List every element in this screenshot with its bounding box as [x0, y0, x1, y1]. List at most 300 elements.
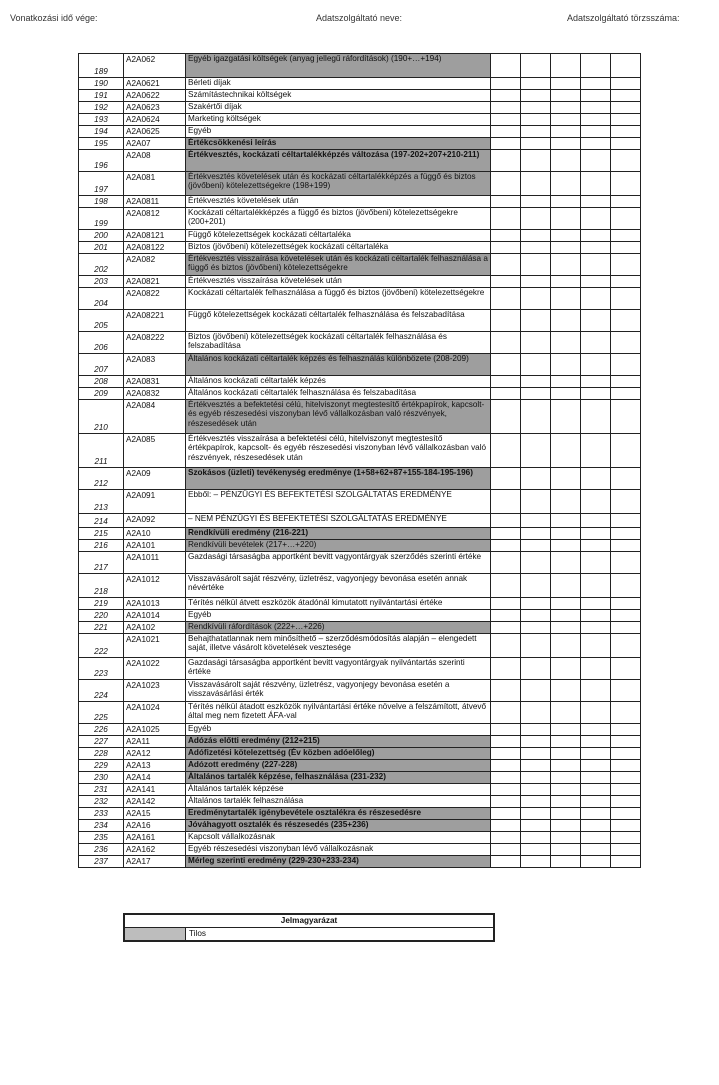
value-cell[interactable] [581, 796, 611, 808]
row-number: 228 [79, 748, 124, 760]
value-cell[interactable] [551, 388, 581, 400]
table-row [79, 468, 641, 490]
value-cell[interactable] [551, 354, 581, 376]
value-cell[interactable] [611, 598, 641, 610]
value-cell[interactable] [611, 208, 641, 230]
value-cell[interactable] [521, 622, 551, 634]
value-cell[interactable] [491, 354, 521, 376]
value-cell[interactable] [611, 702, 641, 724]
value-cell[interactable] [611, 388, 641, 400]
value-cell[interactable] [611, 610, 641, 622]
value-cell[interactable] [551, 658, 581, 680]
value-cell[interactable] [611, 736, 641, 748]
value-cell[interactable] [581, 748, 611, 760]
value-cell[interactable] [551, 230, 581, 242]
value-cell[interactable] [551, 574, 581, 598]
value-cell[interactable] [521, 820, 551, 832]
value-cell[interactable] [581, 680, 611, 702]
row-description: Térítés nélkül átadott eszközök nyilvántartási értéke növelve a felszámított, átvevő által meg nem fizetett ÁFA-val [186, 702, 491, 724]
value-cell[interactable] [521, 490, 551, 514]
row-description: Egyéb részesedési viszonyban lévő vállalkozásnak [186, 844, 491, 856]
value-cell[interactable] [551, 54, 581, 78]
value-cell[interactable] [581, 856, 611, 868]
row-description: Szokásos (üzleti) tevékenység eredménye (1+58+62+87+155-184-195-196) [186, 468, 491, 490]
value-cell[interactable] [491, 748, 521, 760]
value-cell[interactable] [611, 748, 641, 760]
value-cell[interactable] [521, 208, 551, 230]
value-cell[interactable] [521, 388, 551, 400]
value-cell[interactable] [491, 634, 521, 658]
value-cell[interactable] [611, 332, 641, 354]
value-cell[interactable] [551, 724, 581, 736]
value-cell[interactable] [581, 196, 611, 208]
value-cell[interactable] [581, 230, 611, 242]
value-cell[interactable] [521, 310, 551, 332]
value-cell[interactable] [521, 254, 551, 276]
value-cell[interactable] [521, 288, 551, 310]
value-cell[interactable] [491, 772, 521, 784]
value-cell[interactable] [581, 574, 611, 598]
value-cell[interactable] [521, 78, 551, 90]
row-description: Rendkívüli ráfordítások (222+…+226) [186, 622, 491, 634]
value-cell[interactable] [491, 856, 521, 868]
value-cell[interactable] [521, 172, 551, 196]
value-cell[interactable] [491, 468, 521, 490]
value-cell[interactable] [521, 808, 551, 820]
row-number: 229 [79, 760, 124, 772]
value-cell[interactable] [611, 276, 641, 288]
value-cell[interactable] [551, 78, 581, 90]
value-cell[interactable] [521, 230, 551, 242]
value-cell[interactable] [491, 736, 521, 748]
value-cell[interactable] [611, 468, 641, 490]
value-cell[interactable] [521, 332, 551, 354]
value-cell[interactable] [551, 254, 581, 276]
value-cell[interactable] [611, 354, 641, 376]
value-cell[interactable] [611, 832, 641, 844]
value-cell[interactable] [521, 796, 551, 808]
value-cell[interactable] [491, 242, 521, 254]
value-cell[interactable] [581, 242, 611, 254]
value-cell[interactable] [581, 138, 611, 150]
value-cell[interactable] [521, 610, 551, 622]
value-cell[interactable] [581, 724, 611, 736]
value-cell[interactable] [551, 808, 581, 820]
value-cell[interactable] [521, 760, 551, 772]
row-code: A2A102 [124, 622, 186, 634]
value-cell[interactable] [521, 434, 551, 468]
value-cell[interactable] [551, 90, 581, 102]
value-cell[interactable] [581, 114, 611, 126]
value-cell[interactable] [581, 634, 611, 658]
value-cell[interactable] [491, 196, 521, 208]
value-cell[interactable] [491, 784, 521, 796]
value-cell[interactable] [521, 832, 551, 844]
row-code: A2A08122 [124, 242, 186, 254]
row-description: Térítés nélkül átvett eszközök átadónál kimutatott nyilvántartási értéke [186, 598, 491, 610]
value-cell[interactable] [581, 808, 611, 820]
value-cell[interactable] [611, 808, 641, 820]
row-code: A2A0624 [124, 114, 186, 126]
value-cell[interactable] [491, 376, 521, 388]
value-cell[interactable] [611, 254, 641, 276]
value-cell[interactable] [491, 78, 521, 90]
value-cell[interactable] [611, 622, 641, 634]
value-cell[interactable] [491, 276, 521, 288]
value-cell[interactable] [611, 54, 641, 78]
row-description: Behajthatatlannak nem minősíthető – szerződésmódosítás alapján – elengedett saját, illetve vásárolt követelések vesztesége [186, 634, 491, 658]
row-description: Biztos (jövőbeni) kötelezettségek kockázati céltartalék felhasználása és felszabadítása [186, 332, 491, 354]
row-number: 214 [79, 514, 124, 528]
value-cell[interactable] [491, 540, 521, 552]
legend-row-forbidden [125, 928, 493, 940]
value-cell[interactable] [521, 680, 551, 702]
value-cell[interactable] [521, 724, 551, 736]
value-cell[interactable] [521, 138, 551, 150]
value-cell[interactable] [521, 376, 551, 388]
value-cell[interactable] [581, 610, 611, 622]
row-code: A2A0832 [124, 388, 186, 400]
table-row [79, 242, 641, 254]
value-cell[interactable] [521, 514, 551, 528]
value-cell[interactable] [581, 90, 611, 102]
value-cell[interactable] [551, 376, 581, 388]
value-cell[interactable] [491, 150, 521, 172]
value-cell[interactable] [521, 528, 551, 540]
value-cell[interactable] [581, 468, 611, 490]
value-cell[interactable] [491, 808, 521, 820]
value-cell[interactable] [491, 796, 521, 808]
value-cell[interactable] [491, 598, 521, 610]
value-cell[interactable] [521, 54, 551, 78]
value-cell[interactable] [551, 468, 581, 490]
value-cell[interactable] [611, 150, 641, 172]
row-code: A2A1025 [124, 724, 186, 736]
row-number: 203 [79, 276, 124, 288]
value-cell[interactable] [491, 680, 521, 702]
value-cell[interactable] [611, 288, 641, 310]
value-cell[interactable] [581, 772, 611, 784]
value-cell[interactable] [551, 514, 581, 528]
row-code: A2A08221 [124, 310, 186, 332]
row-description: Függő kötelezettségek kockázati céltartalék felhasználása és felszabadítása [186, 310, 491, 332]
value-cell[interactable] [491, 820, 521, 832]
row-number: 199 [79, 208, 124, 230]
value-cell[interactable] [491, 844, 521, 856]
value-cell[interactable] [521, 574, 551, 598]
value-cell[interactable] [611, 820, 641, 832]
row-code: A2A15 [124, 808, 186, 820]
value-cell[interactable] [611, 78, 641, 90]
value-cell[interactable] [581, 254, 611, 276]
value-cell[interactable] [521, 748, 551, 760]
value-cell[interactable] [551, 552, 581, 574]
value-cell[interactable] [491, 388, 521, 400]
value-cell[interactable] [521, 856, 551, 868]
value-cell[interactable] [491, 254, 521, 276]
value-cell[interactable] [521, 658, 551, 680]
value-cell[interactable] [581, 540, 611, 552]
value-cell[interactable] [581, 528, 611, 540]
value-cell[interactable] [491, 332, 521, 354]
value-cell[interactable] [491, 126, 521, 138]
value-cell[interactable] [581, 514, 611, 528]
value-cell[interactable] [611, 574, 641, 598]
value-cell[interactable] [521, 354, 551, 376]
row-code: A2A13 [124, 760, 186, 772]
value-cell[interactable] [551, 736, 581, 748]
value-cell[interactable] [581, 702, 611, 724]
value-cell[interactable] [611, 138, 641, 150]
value-cell[interactable] [551, 288, 581, 310]
value-cell[interactable] [611, 90, 641, 102]
value-cell[interactable] [611, 528, 641, 540]
value-cell[interactable] [491, 552, 521, 574]
value-cell[interactable] [611, 552, 641, 574]
value-cell[interactable] [551, 332, 581, 354]
row-description: Marketing költségek [186, 114, 491, 126]
value-cell[interactable] [491, 90, 521, 102]
value-cell[interactable] [581, 844, 611, 856]
value-cell[interactable] [551, 796, 581, 808]
value-cell[interactable] [551, 540, 581, 552]
value-cell[interactable] [611, 126, 641, 138]
value-cell[interactable] [521, 772, 551, 784]
row-number: 222 [79, 634, 124, 658]
forbidden-label: Tilos [189, 929, 206, 938]
value-cell[interactable] [611, 230, 641, 242]
value-cell[interactable] [611, 772, 641, 784]
value-cell[interactable] [611, 658, 641, 680]
value-cell[interactable] [491, 434, 521, 468]
value-cell[interactable] [611, 376, 641, 388]
row-description: Értékvesztés a befektetési célú, hitelviszonyt megtestesítő értékpapírok, kapcsolt- és egyéb részesedési viszonyban lévő vállalkozásban való részvények, részesedések után [186, 400, 491, 434]
table-row [79, 610, 641, 622]
value-cell[interactable] [551, 196, 581, 208]
value-cell[interactable] [491, 114, 521, 126]
value-cell[interactable] [551, 634, 581, 658]
value-cell[interactable] [521, 400, 551, 434]
value-cell[interactable] [521, 552, 551, 574]
value-cell[interactable] [581, 832, 611, 844]
value-cell[interactable] [491, 528, 521, 540]
value-cell[interactable] [581, 598, 611, 610]
value-cell[interactable] [581, 388, 611, 400]
row-description: Értékvesztés követelések után és kockázati céltartalékképzés a függő és biztos (jövőbeni) kötelezettségekre (198+199) [186, 172, 491, 196]
value-cell[interactable] [551, 748, 581, 760]
row-description: Kapcsolt vállalkozásnak [186, 832, 491, 844]
value-cell[interactable] [491, 400, 521, 434]
value-cell[interactable] [611, 514, 641, 528]
value-cell[interactable] [551, 242, 581, 254]
value-cell[interactable] [611, 680, 641, 702]
value-cell[interactable] [551, 622, 581, 634]
value-cell[interactable] [521, 702, 551, 724]
row-number: 233 [79, 808, 124, 820]
value-cell[interactable] [491, 658, 521, 680]
value-cell[interactable] [521, 242, 551, 254]
value-cell[interactable] [611, 114, 641, 126]
value-cell[interactable] [551, 832, 581, 844]
value-cell[interactable] [551, 400, 581, 434]
row-number: 200 [79, 230, 124, 242]
table-row [79, 276, 641, 288]
value-cell[interactable] [521, 634, 551, 658]
provider-id-label: Adatszolgáltató törzsszáma: [567, 13, 680, 23]
value-cell[interactable] [611, 540, 641, 552]
value-cell[interactable] [551, 276, 581, 288]
value-cell[interactable] [581, 376, 611, 388]
value-cell[interactable] [521, 150, 551, 172]
value-cell[interactable] [521, 114, 551, 126]
value-cell[interactable] [551, 856, 581, 868]
value-cell[interactable] [551, 102, 581, 114]
value-cell[interactable] [491, 622, 521, 634]
value-cell[interactable] [491, 574, 521, 598]
value-cell[interactable] [551, 702, 581, 724]
value-cell[interactable] [551, 760, 581, 772]
row-code: A2A062 [124, 54, 186, 78]
value-cell[interactable] [551, 126, 581, 138]
value-cell[interactable] [551, 310, 581, 332]
value-cell[interactable] [611, 172, 641, 196]
value-cell[interactable] [581, 760, 611, 772]
value-cell[interactable] [551, 172, 581, 196]
value-cell[interactable] [551, 150, 581, 172]
row-code: A2A16 [124, 820, 186, 832]
value-cell[interactable] [581, 102, 611, 114]
value-cell[interactable] [521, 126, 551, 138]
value-cell[interactable] [581, 434, 611, 468]
value-cell[interactable] [611, 242, 641, 254]
value-cell[interactable] [521, 276, 551, 288]
value-cell[interactable] [581, 172, 611, 196]
value-cell[interactable] [581, 784, 611, 796]
value-cell[interactable] [491, 208, 521, 230]
value-cell[interactable] [491, 514, 521, 528]
value-cell[interactable] [581, 288, 611, 310]
value-cell[interactable] [521, 540, 551, 552]
value-cell[interactable] [611, 490, 641, 514]
row-number: 209 [79, 388, 124, 400]
value-cell[interactable] [491, 832, 521, 844]
value-cell[interactable] [611, 856, 641, 868]
row-number: 219 [79, 598, 124, 610]
value-cell[interactable] [611, 760, 641, 772]
row-description: Mérleg szerinti eredmény (229-230+233-234) [186, 856, 491, 868]
value-cell[interactable] [491, 760, 521, 772]
value-cell[interactable] [491, 610, 521, 622]
value-cell[interactable] [581, 400, 611, 434]
value-cell[interactable] [491, 310, 521, 332]
table-row [79, 254, 641, 276]
value-cell[interactable] [491, 724, 521, 736]
value-cell[interactable] [581, 490, 611, 514]
value-cell[interactable] [581, 276, 611, 288]
value-cell[interactable] [521, 784, 551, 796]
value-cell[interactable] [491, 54, 521, 78]
row-number: 196 [79, 150, 124, 172]
value-cell[interactable] [551, 114, 581, 126]
value-cell[interactable] [551, 772, 581, 784]
row-description: Kockázati céltartalékképzés a függő és biztos (jövőbeni) kötelezettségekre (200+201) [186, 208, 491, 230]
value-cell[interactable] [581, 54, 611, 78]
value-cell[interactable] [491, 490, 521, 514]
row-code: A2A083 [124, 354, 186, 376]
value-cell[interactable] [581, 658, 611, 680]
value-cell[interactable] [521, 598, 551, 610]
value-cell[interactable] [551, 680, 581, 702]
value-cell[interactable] [551, 820, 581, 832]
value-cell[interactable] [581, 126, 611, 138]
value-cell[interactable] [581, 78, 611, 90]
value-cell[interactable] [521, 196, 551, 208]
value-cell[interactable] [581, 820, 611, 832]
value-cell[interactable] [611, 634, 641, 658]
value-cell[interactable] [581, 552, 611, 574]
value-cell[interactable] [581, 208, 611, 230]
value-cell[interactable] [521, 102, 551, 114]
value-cell[interactable] [491, 172, 521, 196]
value-cell[interactable] [551, 844, 581, 856]
value-cell[interactable] [521, 844, 551, 856]
value-cell[interactable] [611, 400, 641, 434]
value-cell[interactable] [611, 310, 641, 332]
value-cell[interactable] [491, 702, 521, 724]
value-cell[interactable] [551, 490, 581, 514]
table-row [79, 376, 641, 388]
row-description: Egyéb [186, 724, 491, 736]
value-cell[interactable] [491, 102, 521, 114]
value-cell[interactable] [611, 844, 641, 856]
value-cell[interactable] [551, 610, 581, 622]
value-cell[interactable] [611, 784, 641, 796]
value-cell[interactable] [551, 784, 581, 796]
value-cell[interactable] [581, 310, 611, 332]
value-cell[interactable] [611, 196, 641, 208]
value-cell[interactable] [521, 468, 551, 490]
row-code: A2A1012 [124, 574, 186, 598]
row-number: 217 [79, 552, 124, 574]
value-cell[interactable] [491, 138, 521, 150]
value-cell[interactable] [551, 138, 581, 150]
value-cell[interactable] [581, 622, 611, 634]
row-code: A2A09 [124, 468, 186, 490]
value-cell[interactable] [491, 288, 521, 310]
row-code: A2A14 [124, 772, 186, 784]
value-cell[interactable] [581, 354, 611, 376]
value-cell[interactable] [551, 528, 581, 540]
value-cell[interactable] [611, 102, 641, 114]
row-number: 234 [79, 820, 124, 832]
row-code: A2A1022 [124, 658, 186, 680]
table-row [79, 574, 641, 598]
value-cell[interactable] [611, 796, 641, 808]
row-number: 191 [79, 90, 124, 102]
value-cell[interactable] [551, 598, 581, 610]
table-row [79, 622, 641, 634]
value-cell[interactable] [611, 434, 641, 468]
value-cell[interactable] [581, 150, 611, 172]
value-cell[interactable] [521, 90, 551, 102]
value-cell[interactable] [521, 736, 551, 748]
value-cell[interactable] [581, 332, 611, 354]
value-cell[interactable] [491, 230, 521, 242]
value-cell[interactable] [581, 736, 611, 748]
value-cell[interactable] [611, 724, 641, 736]
value-cell[interactable] [551, 434, 581, 468]
value-cell[interactable] [551, 208, 581, 230]
